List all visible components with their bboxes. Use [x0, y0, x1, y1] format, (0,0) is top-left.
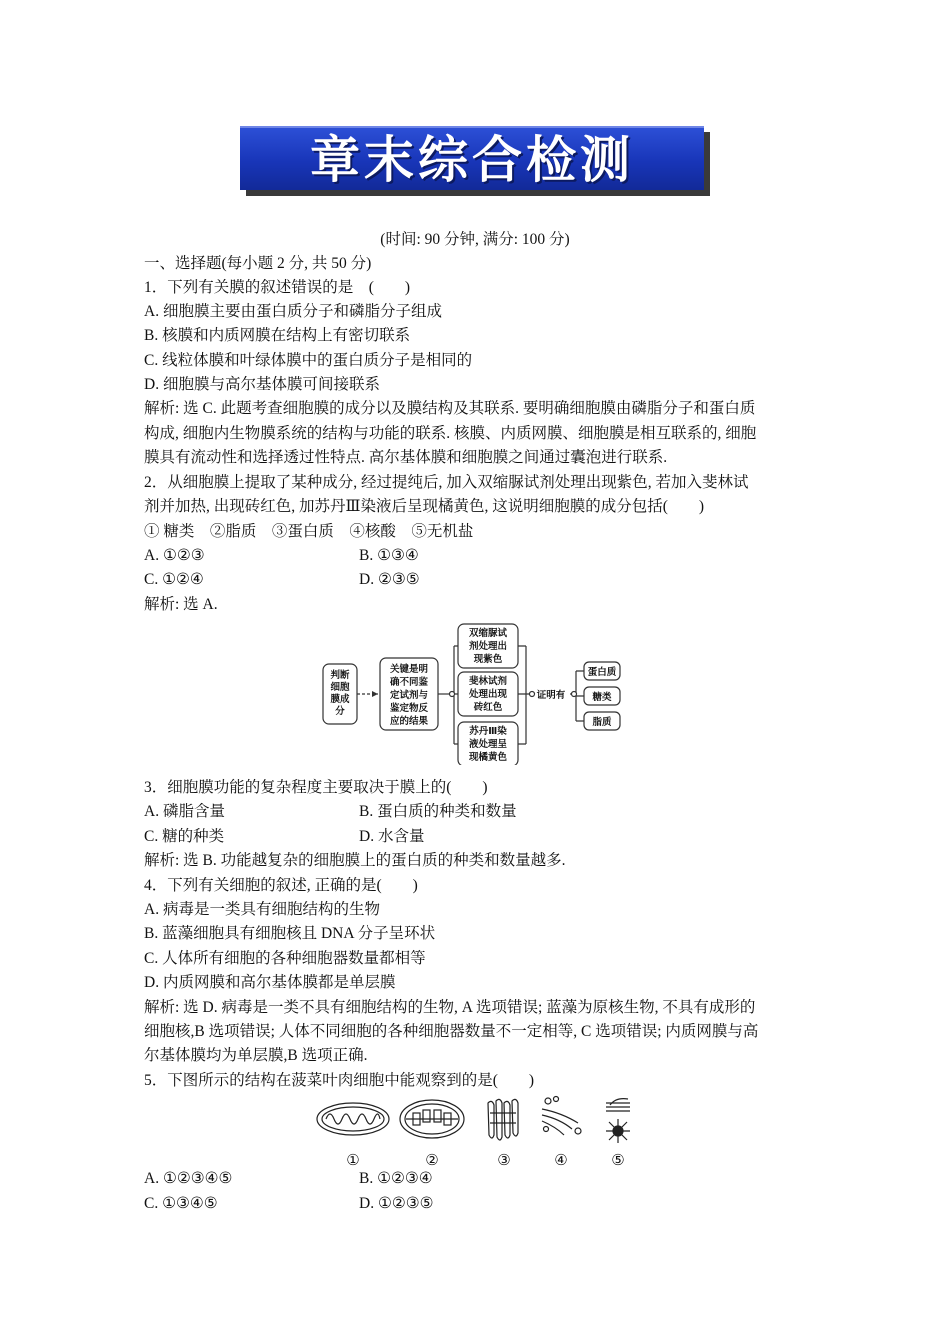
q4-option-a: A. 病毒是一类具有细胞结构的生物	[144, 901, 380, 918]
q1-analysis-line: 膜具有流动性和选择透过性特点. 高尔基体膜和细胞膜之间通过囊泡进行联系.	[144, 449, 668, 466]
exam-time-info: (时间: 90 分钟, 满分: 100 分)	[380, 231, 570, 248]
q2-stem-line: 2．从细胞膜上提取了某种成分, 经过提纯后, 加入双缩脲试剂处理出现紫色, 若加入斐林试	[144, 474, 749, 491]
banner-box	[240, 126, 704, 190]
q1-option-c: C. 线粒体膜和叶绿体膜中的蛋白质分子是相同的	[144, 352, 473, 369]
q1-option-a: A. 细胞膜主要由蛋白质分子和磷脂分子组成	[144, 303, 442, 320]
q2-option-b: B. ①③④	[359, 547, 419, 564]
proof-label: 证明有	[536, 690, 566, 701]
sudan-text: 苏丹Ⅲ染	[469, 726, 507, 737]
figure-label: ⑤	[611, 1151, 625, 1169]
q5-option-c: C. ①③④⑤	[144, 1195, 218, 1212]
key-text: 关键是明	[389, 664, 429, 675]
q5-option-a: A. ①②③④⑤	[144, 1170, 233, 1187]
section-heading: 一、选择题(每小题 2 分, 共 50 分)	[144, 255, 372, 272]
figure-label: ①	[346, 1151, 360, 1169]
q3-option-d: D. 水含量	[359, 828, 425, 845]
q3-option-c: C. 糖的种类	[144, 828, 225, 845]
q3-option-b: B. 蛋白质的种类和数量	[359, 803, 517, 820]
result-protein: 蛋白质	[587, 667, 617, 678]
q1-stem: 1．下列有关膜的叙述错误的是 ( )	[144, 279, 411, 296]
membrane-test-flowchart	[318, 620, 638, 765]
q4-stem: 4．下列有关细胞的叙述, 正确的是( )	[144, 877, 418, 894]
figure-label: ③	[497, 1151, 511, 1169]
q5-option-d: D. ①②③⑤	[359, 1195, 434, 1212]
q3-stem: 3．细胞膜功能的复杂程度主要取决于膜上的( )	[144, 779, 488, 796]
q2-stem-line: 剂并加热, 出现砖红色, 加苏丹Ⅲ染液后呈现橘黄色, 这说明细胞膜的成分包括( )	[144, 498, 705, 515]
chloroplast-figure	[400, 1100, 464, 1138]
page-title: 章末综合检测	[310, 131, 634, 189]
q5-stem: 5．下图所示的结构在菠菜叶肉细胞中能观察到的是( )	[144, 1072, 535, 1089]
q4-option-c: C. 人体所有细胞的各种细胞器数量都相等	[144, 950, 426, 967]
endoplasmic-reticulum-figure	[488, 1099, 518, 1140]
q2-option-c: C. ①②④	[144, 571, 204, 588]
q2-option-d: D. ②③⑤	[359, 571, 420, 588]
key-text: 确不同鉴	[389, 677, 429, 688]
q4-option-b: B. 蓝藻细胞具有细胞核且 DNA 分子呈环状	[144, 925, 436, 942]
sudan-text: 现橘黄色	[468, 752, 508, 763]
q3-analysis: 解析: 选 B. 功能越复杂的细胞膜上的蛋白质的种类和数量越多.	[144, 852, 566, 869]
judge-text: 分	[335, 706, 345, 717]
fehling-text: 斐林试剂	[468, 676, 508, 687]
q4-analysis-line: 尔基体膜均为单层膜,B 选项正确.	[144, 1047, 368, 1064]
judge-text: 细胞	[330, 682, 350, 693]
key-text: 定试剂与	[389, 690, 429, 701]
q2-option-a: A. ①②③	[144, 547, 205, 564]
fehling-text: 砖红色	[473, 702, 503, 713]
q1-option-b: B. 核膜和内质网膜在结构上有密切联系	[144, 327, 411, 344]
biuret-text: 剂处理出	[468, 641, 508, 652]
title-banner	[240, 126, 710, 196]
mitochondrion-figure	[317, 1103, 389, 1135]
biuret-text: 现紫色	[473, 654, 503, 665]
key-text: 应的结果	[389, 716, 429, 727]
judge-text: 判断	[330, 670, 350, 681]
q1-option-d: D. 细胞膜与高尔基体膜可间接联系	[144, 376, 380, 393]
q5-option-b: B. ①②③④	[359, 1170, 433, 1187]
result-sugar: 糖类	[592, 692, 612, 703]
result-lipid: 脂质	[592, 717, 612, 728]
q2-items: ① 糖类 ②脂质 ③蛋白质 ④核酸 ⑤无机盐	[144, 523, 474, 540]
q4-analysis-line: 细胞核,B 选项错误; 人体不同细胞的各种细胞器数量不一定相等, C 选项错误; 内质网膜与高	[144, 1023, 759, 1040]
centrosome-figure	[606, 1099, 630, 1143]
judge-text: 膜成	[330, 694, 350, 705]
organelle-figures	[310, 1095, 650, 1173]
figure-label: ④	[554, 1151, 568, 1169]
q4-analysis-line: 解析: 选 D. 病毒是一类不具有细胞结构的生物, A 选项错误; 蓝藻为原核生物, 不具有成形的	[144, 999, 756, 1016]
biuret-text: 双缩脲试	[468, 628, 508, 639]
q1-analysis-line: 构成, 细胞内生物膜系统的结构与功能的联系. 核膜、内质网膜、细胞膜是相互联系的, 细胞	[144, 425, 757, 442]
q2-analysis: 解析: 选 A.	[144, 596, 218, 613]
figure-label: ②	[425, 1151, 439, 1169]
q1-analysis-line: 解析: 选 C. 此题考查细胞膜的成分以及膜结构及其联系. 要明确细胞膜由磷脂分子和蛋白质	[144, 400, 756, 417]
sudan-text: 液处理呈	[468, 739, 508, 750]
golgi-figure	[542, 1097, 581, 1136]
q3-option-a: A. 磷脂含量	[144, 803, 225, 820]
key-text: 鉴定物反	[389, 703, 429, 714]
fehling-text: 处理出现	[468, 689, 508, 700]
q4-option-d: D. 内质网膜和高尔基体膜都是单层膜	[144, 974, 396, 991]
